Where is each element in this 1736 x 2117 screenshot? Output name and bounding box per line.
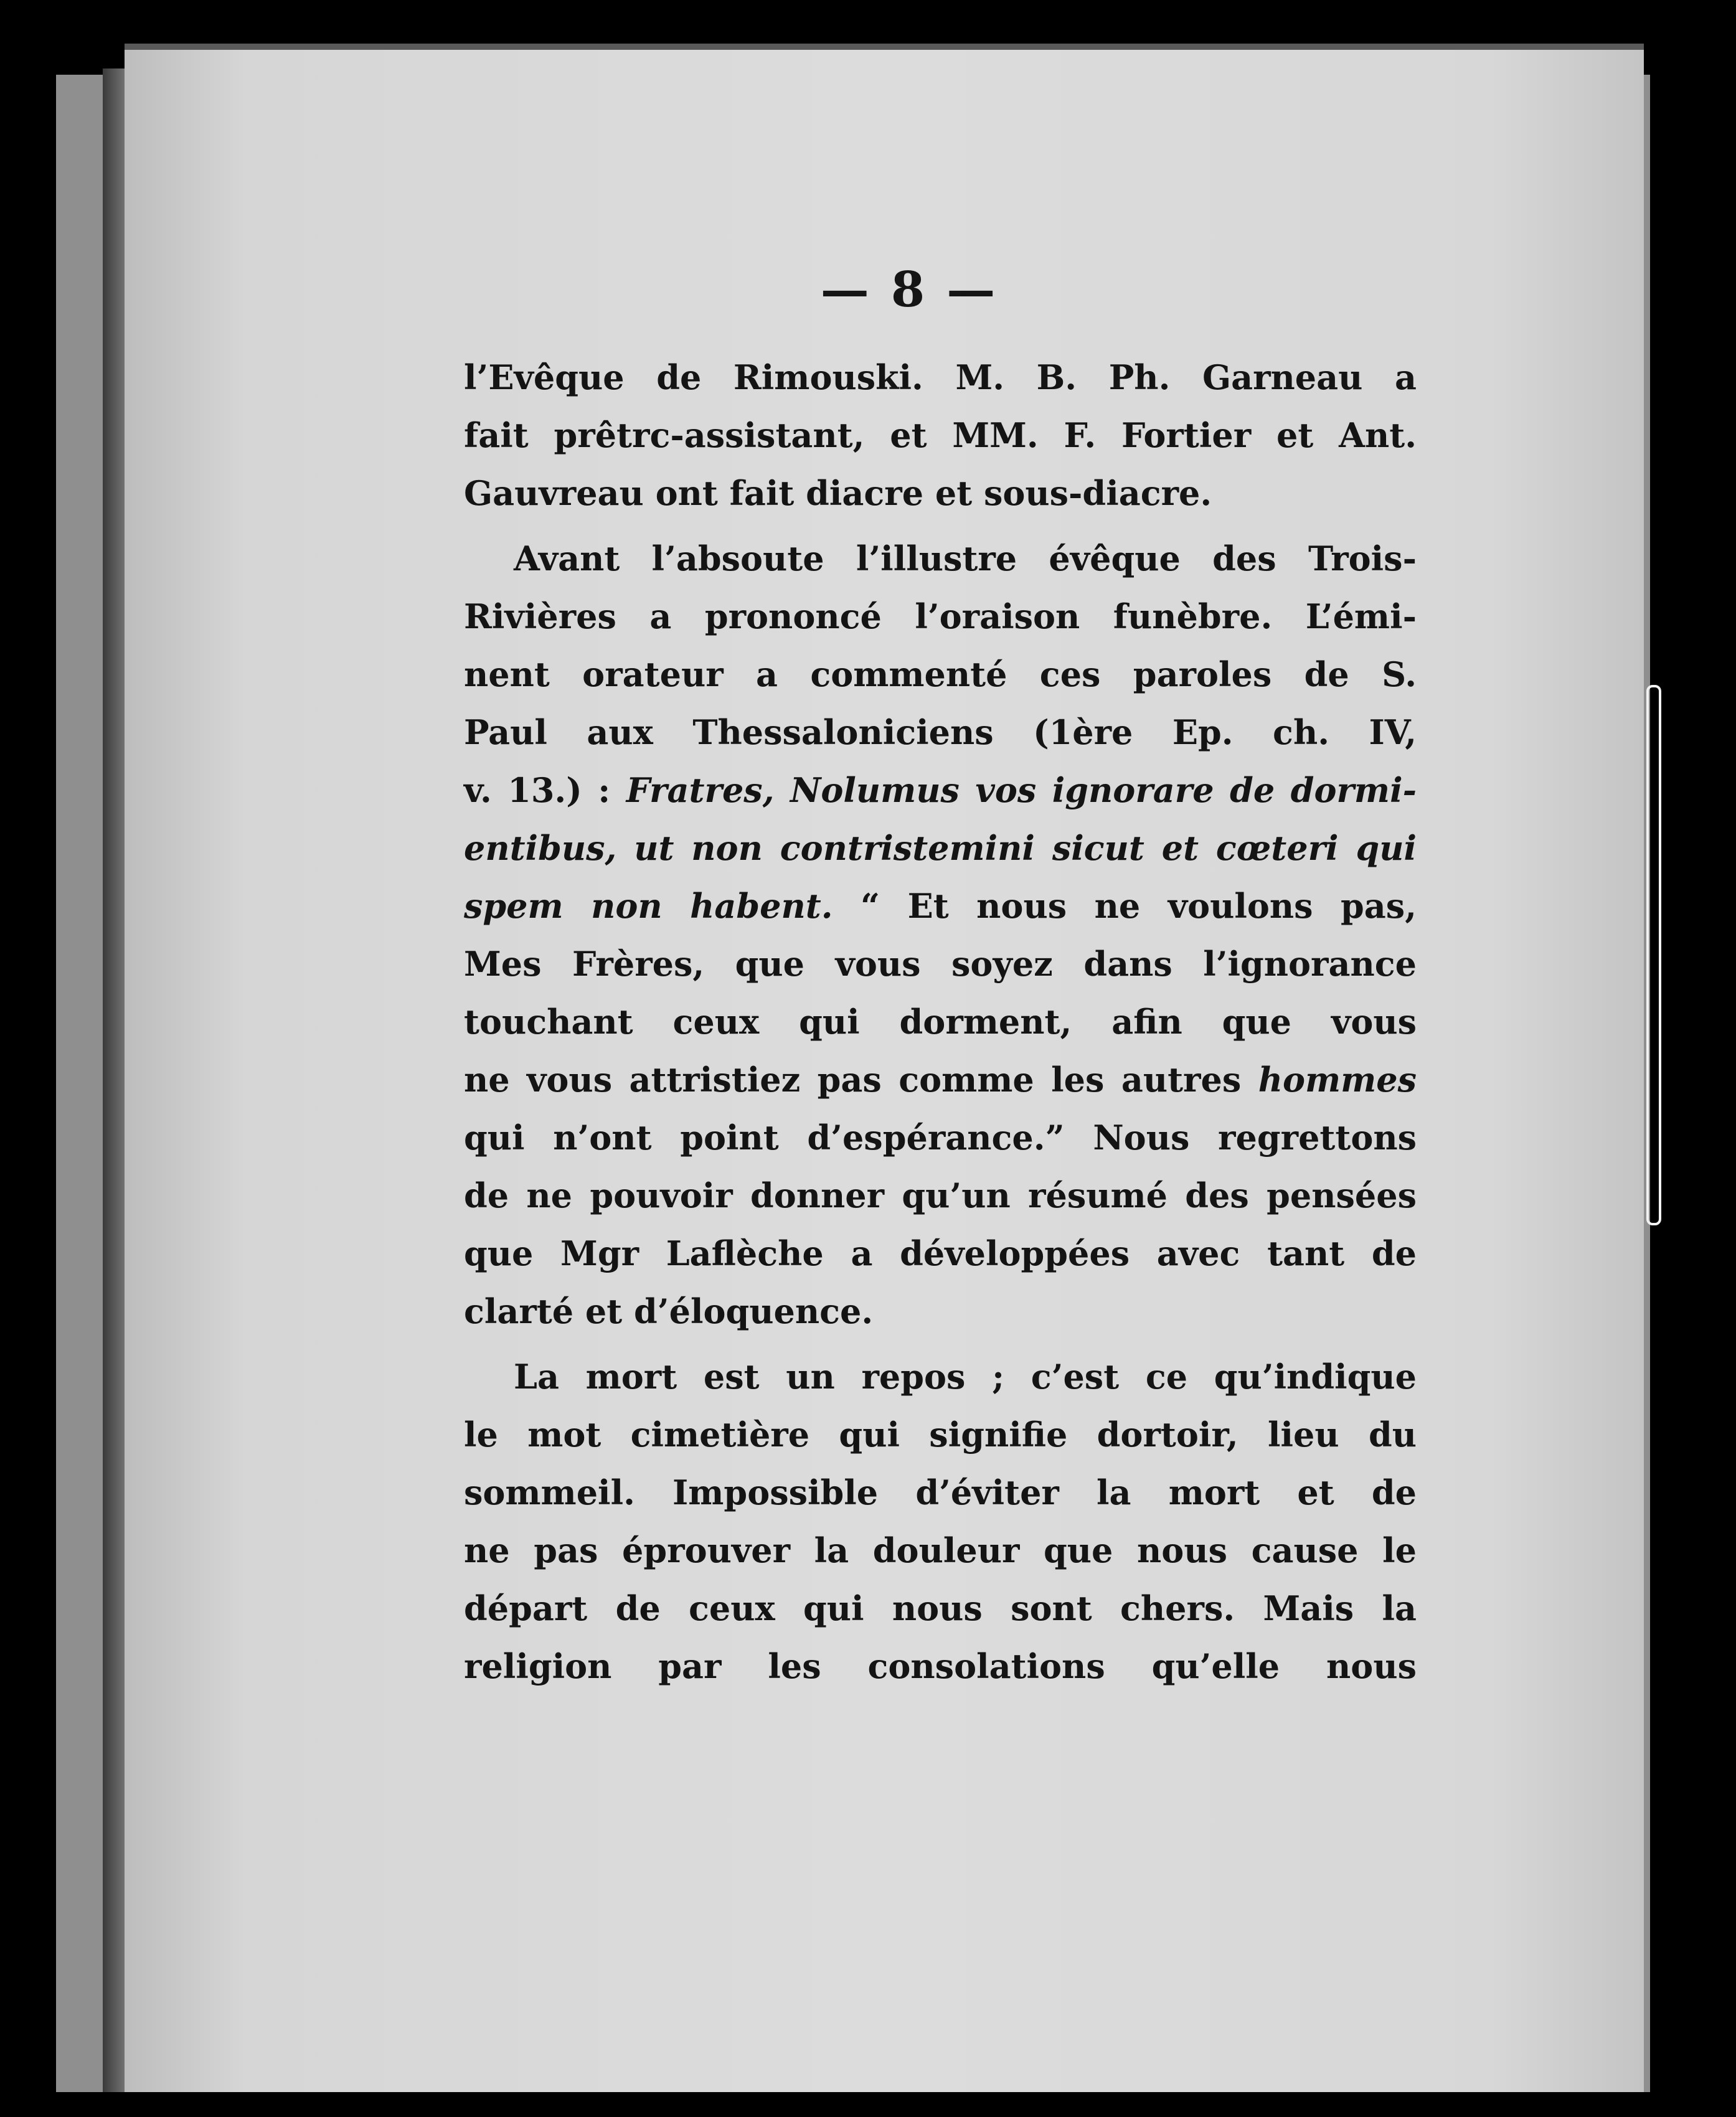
paragraph — [464, 1348, 1417, 1695]
text-line: Mes Frères, que vous soyez dans l’ignorance — [464, 944, 1417, 984]
text-line: l’Evêque de Rimouski. M. B. Ph. Garneau a — [464, 357, 1417, 397]
text-line: v. 13.) : Fratres, Nolumus vos ignorare de dormi- — [464, 770, 1417, 810]
text-line: Paul aux Thessaloniciens (1ère Ep. ch. IV, — [464, 712, 1417, 752]
text-line: spem non habent. “ Et nous ne voulons pas, — [464, 886, 1417, 926]
italic-word: hommes — [1258, 1060, 1417, 1100]
text-line: sommeil. Impossible d’éviter la mort et de — [464, 1473, 1417, 1512]
text-line: Gauvreau ont fait diacre et sous-diacre. — [464, 473, 1212, 513]
text-line: clarté et d’éloquence. — [464, 1291, 874, 1331]
text-line: ne vous attristiez pas comme les autres hommes — [464, 1060, 1417, 1100]
page-top-edge — [125, 44, 1644, 50]
body-text — [464, 349, 1417, 1695]
text-line: le mot cimetière qui signifie dortoir, lieu du — [464, 1415, 1417, 1455]
text-line: La mort est un repos ; c’est ce qu’indique — [514, 1357, 1417, 1397]
text-line: que Mgr Laflèche a développées avec tant de — [464, 1233, 1417, 1273]
paragraph — [464, 349, 1417, 522]
latin-quote: spem non habent. — [464, 886, 833, 926]
latin-quote: Fratres, Nolumus vos ignorare de dormi- — [626, 770, 1417, 810]
binding-stitch — [1646, 685, 1661, 1225]
text-line: qui n’ont point d’espérance.” Nous regrettons — [464, 1118, 1417, 1158]
paragraph — [464, 530, 1417, 1341]
text-line — [464, 819, 1417, 877]
text-line: ne pas éprouver la douleur que nous cause le — [464, 1530, 1417, 1570]
text-line: départ de ceux qui nous sont chers. Mais la — [464, 1588, 1417, 1628]
text-line: de ne pouvoir donner qu’un résumé des pensées — [464, 1176, 1417, 1215]
text-line: Rivières a prononcé l’oraison funèbre. L’émi- — [464, 596, 1417, 636]
text-line: religion par les consolations qu’elle nous — [464, 1646, 1417, 1686]
page-number: — 8 — — [820, 262, 998, 318]
spine-shadow — [103, 68, 128, 2092]
latin-quote: entibus, ut non contristemini sicut et cœteri qui — [464, 828, 1417, 868]
text-line: nent orateur a commenté ces paroles de S. — [464, 654, 1417, 694]
text-line: Avant l’absoute l’illustre évêque des Trois- — [514, 539, 1417, 578]
text-line: fait prêtrc-assistant, et MM. F. Fortier et Ant. — [464, 415, 1417, 455]
text-line: touchant ceux qui dorment, afin que vous — [464, 1002, 1417, 1042]
